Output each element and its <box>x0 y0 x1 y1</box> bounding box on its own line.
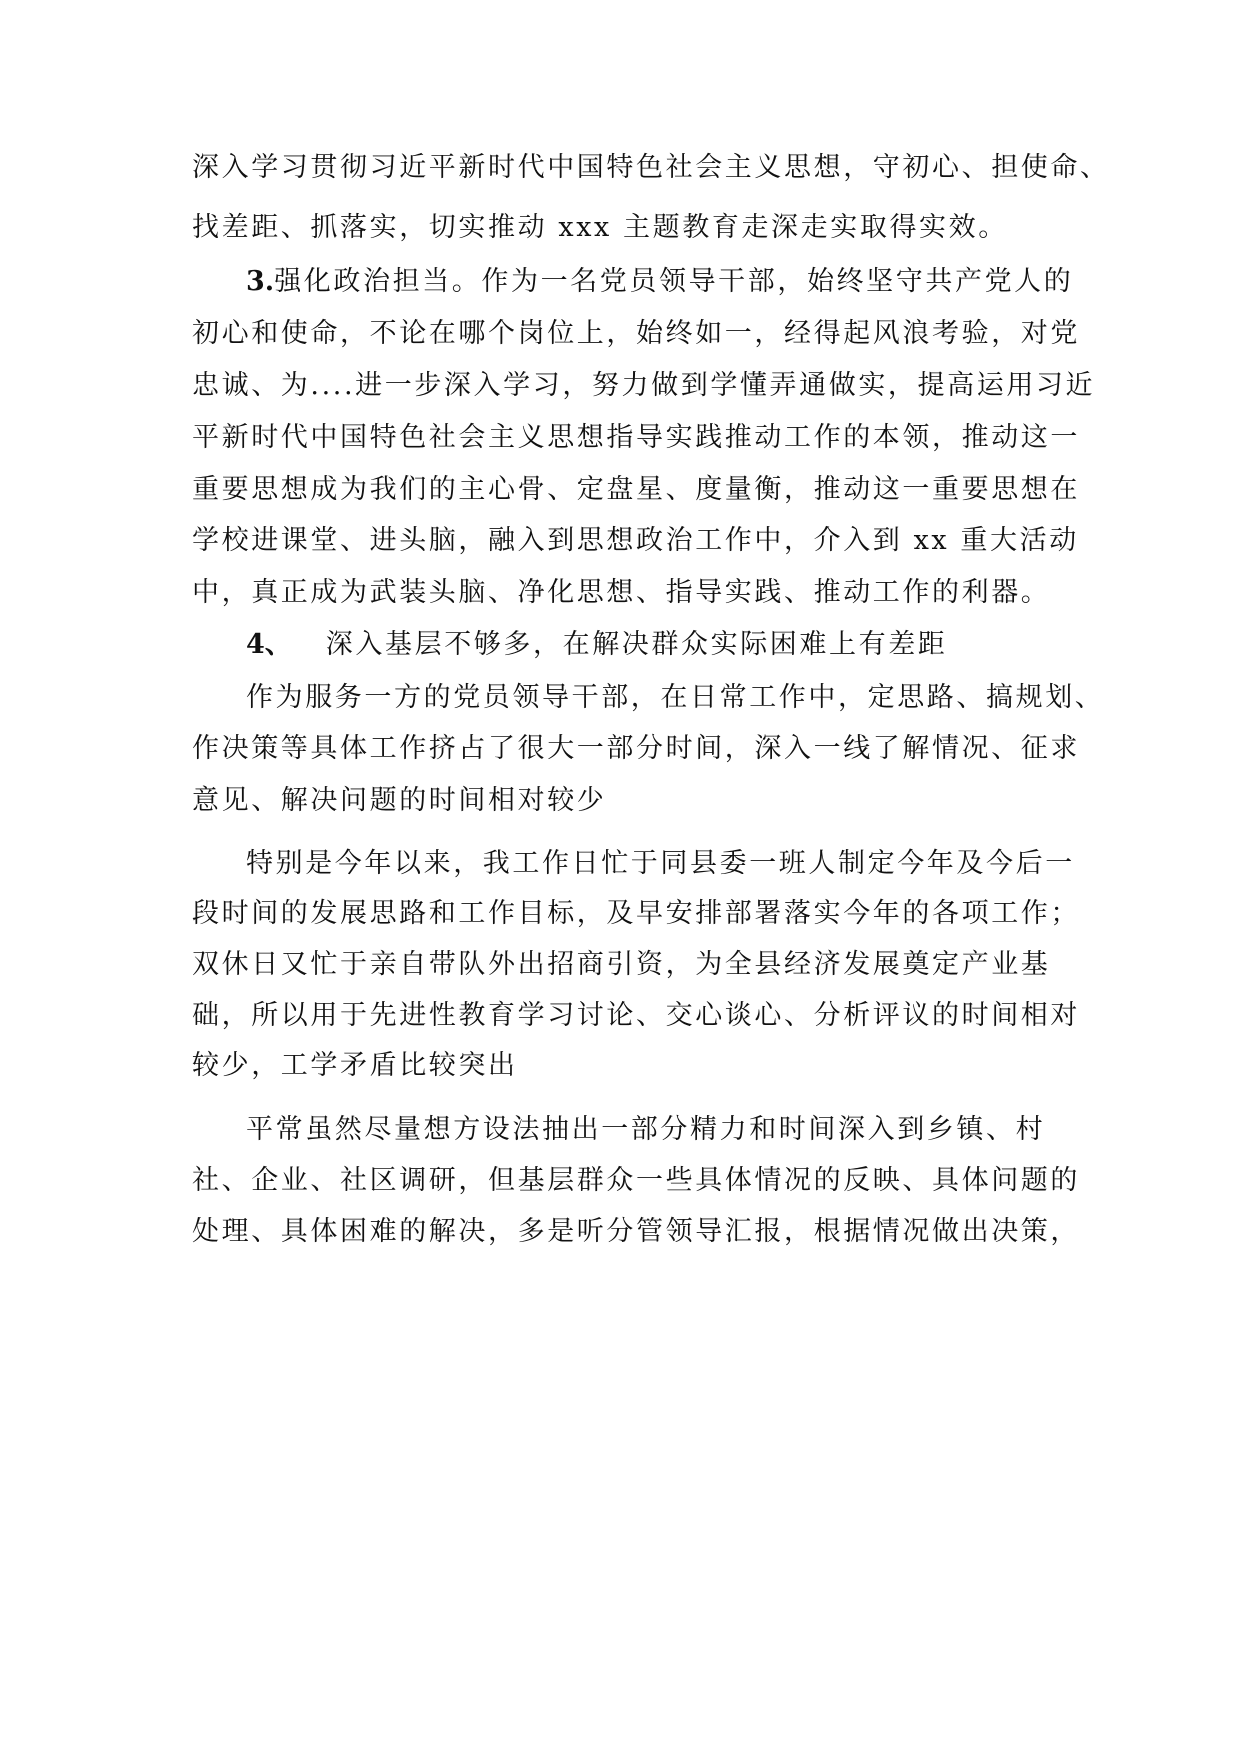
item-number-3: 3. <box>246 266 275 297</box>
paragraph-1-line-2: 找差距、抓落实，切实推动 xxx 主题教育走深走实取得实效。 <box>192 212 1008 243</box>
paragraph-2-line-3: 忠诚、为....进一步深入学习，努力做到学懂弄通做实，提高运用习近 <box>192 370 1096 401</box>
paragraph-5-line-3: 处理、具体困难的解决，多是听分管领导汇报，根据情况做出决策， <box>192 1216 1080 1247</box>
paragraph-4-line-1: 特别是今年以来，我工作日忙于同县委一班人制定今年及今后一 <box>246 848 1075 879</box>
paragraph-5-line-1: 平常虽然尽量想方设法抽出一部分精力和时间深入到乡镇、村 <box>246 1114 1046 1145</box>
paragraph-2-line-6: 学校进课堂、进头脑，融入到思想政治工作中，介入到 xx 重大活动 <box>192 525 1079 556</box>
paragraph-3-line-3: 意见、解决问题的时间相对较少 <box>192 785 607 816</box>
section-heading-4 <box>246 627 1052 663</box>
paragraph-4-line-5: 较少，工学矛盾比较突出 <box>192 1050 518 1081</box>
paragraph-2-line-2: 初心和使命，不论在哪个岗位上，始终如一，经得起风浪考验，对党 <box>192 318 1080 349</box>
paragraph-2-line-5: 重要思想成为我们的主心骨、定盘星、度量衡，推动这一重要思想在 <box>192 474 1080 505</box>
item-number-4: 4、 <box>246 629 292 660</box>
paragraph-2-line-7: 中，真正成为武装头脑、净化思想、指导实践、推动工作的利器。 <box>192 577 1051 608</box>
paragraph-3-line-1: 作为服务一方的党员领导干部，在日常工作中，定思路、搞规划、 <box>246 682 1105 713</box>
paragraph-4-line-2: 段时间的发展思路和工作目标，及早安排部署落实今年的各项工作； <box>192 898 1080 929</box>
paragraph-1-line-1: 深入学习贯彻习近平新时代中国特色社会主义思想，守初心、担使命、 <box>192 152 1110 183</box>
paragraph-2-line-4: 平新时代中国特色社会主义思想指导实践推动工作的本领，推动这一 <box>192 422 1080 453</box>
paragraph-2-line-1-text: 强化政治担当。作为一名党员领导干部，始终坚守共产党人的 <box>274 266 1074 297</box>
paragraph-4-line-4: 础，所以用于先进性教育学习讨论、交心谈心、分析评议的时间相对 <box>192 1000 1080 1031</box>
section-heading-4-text: 深入基层不够多，在解决群众实际困难上有差距 <box>325 629 948 660</box>
paragraph-4-line-3: 双休日又忙于亲自带队外出招商引资，为全县经济发展奠定产业基 <box>192 949 1051 980</box>
paragraph-3-line-2: 作决策等具体工作挤占了很大一部分时间，深入一线了解情况、征求 <box>192 733 1080 764</box>
paragraph-5-line-2: 社、企业、社区调研，但基层群众一些具体情况的反映、具体问题的 <box>192 1165 1080 1196</box>
paragraph-2-line-1 <box>246 264 1074 300</box>
